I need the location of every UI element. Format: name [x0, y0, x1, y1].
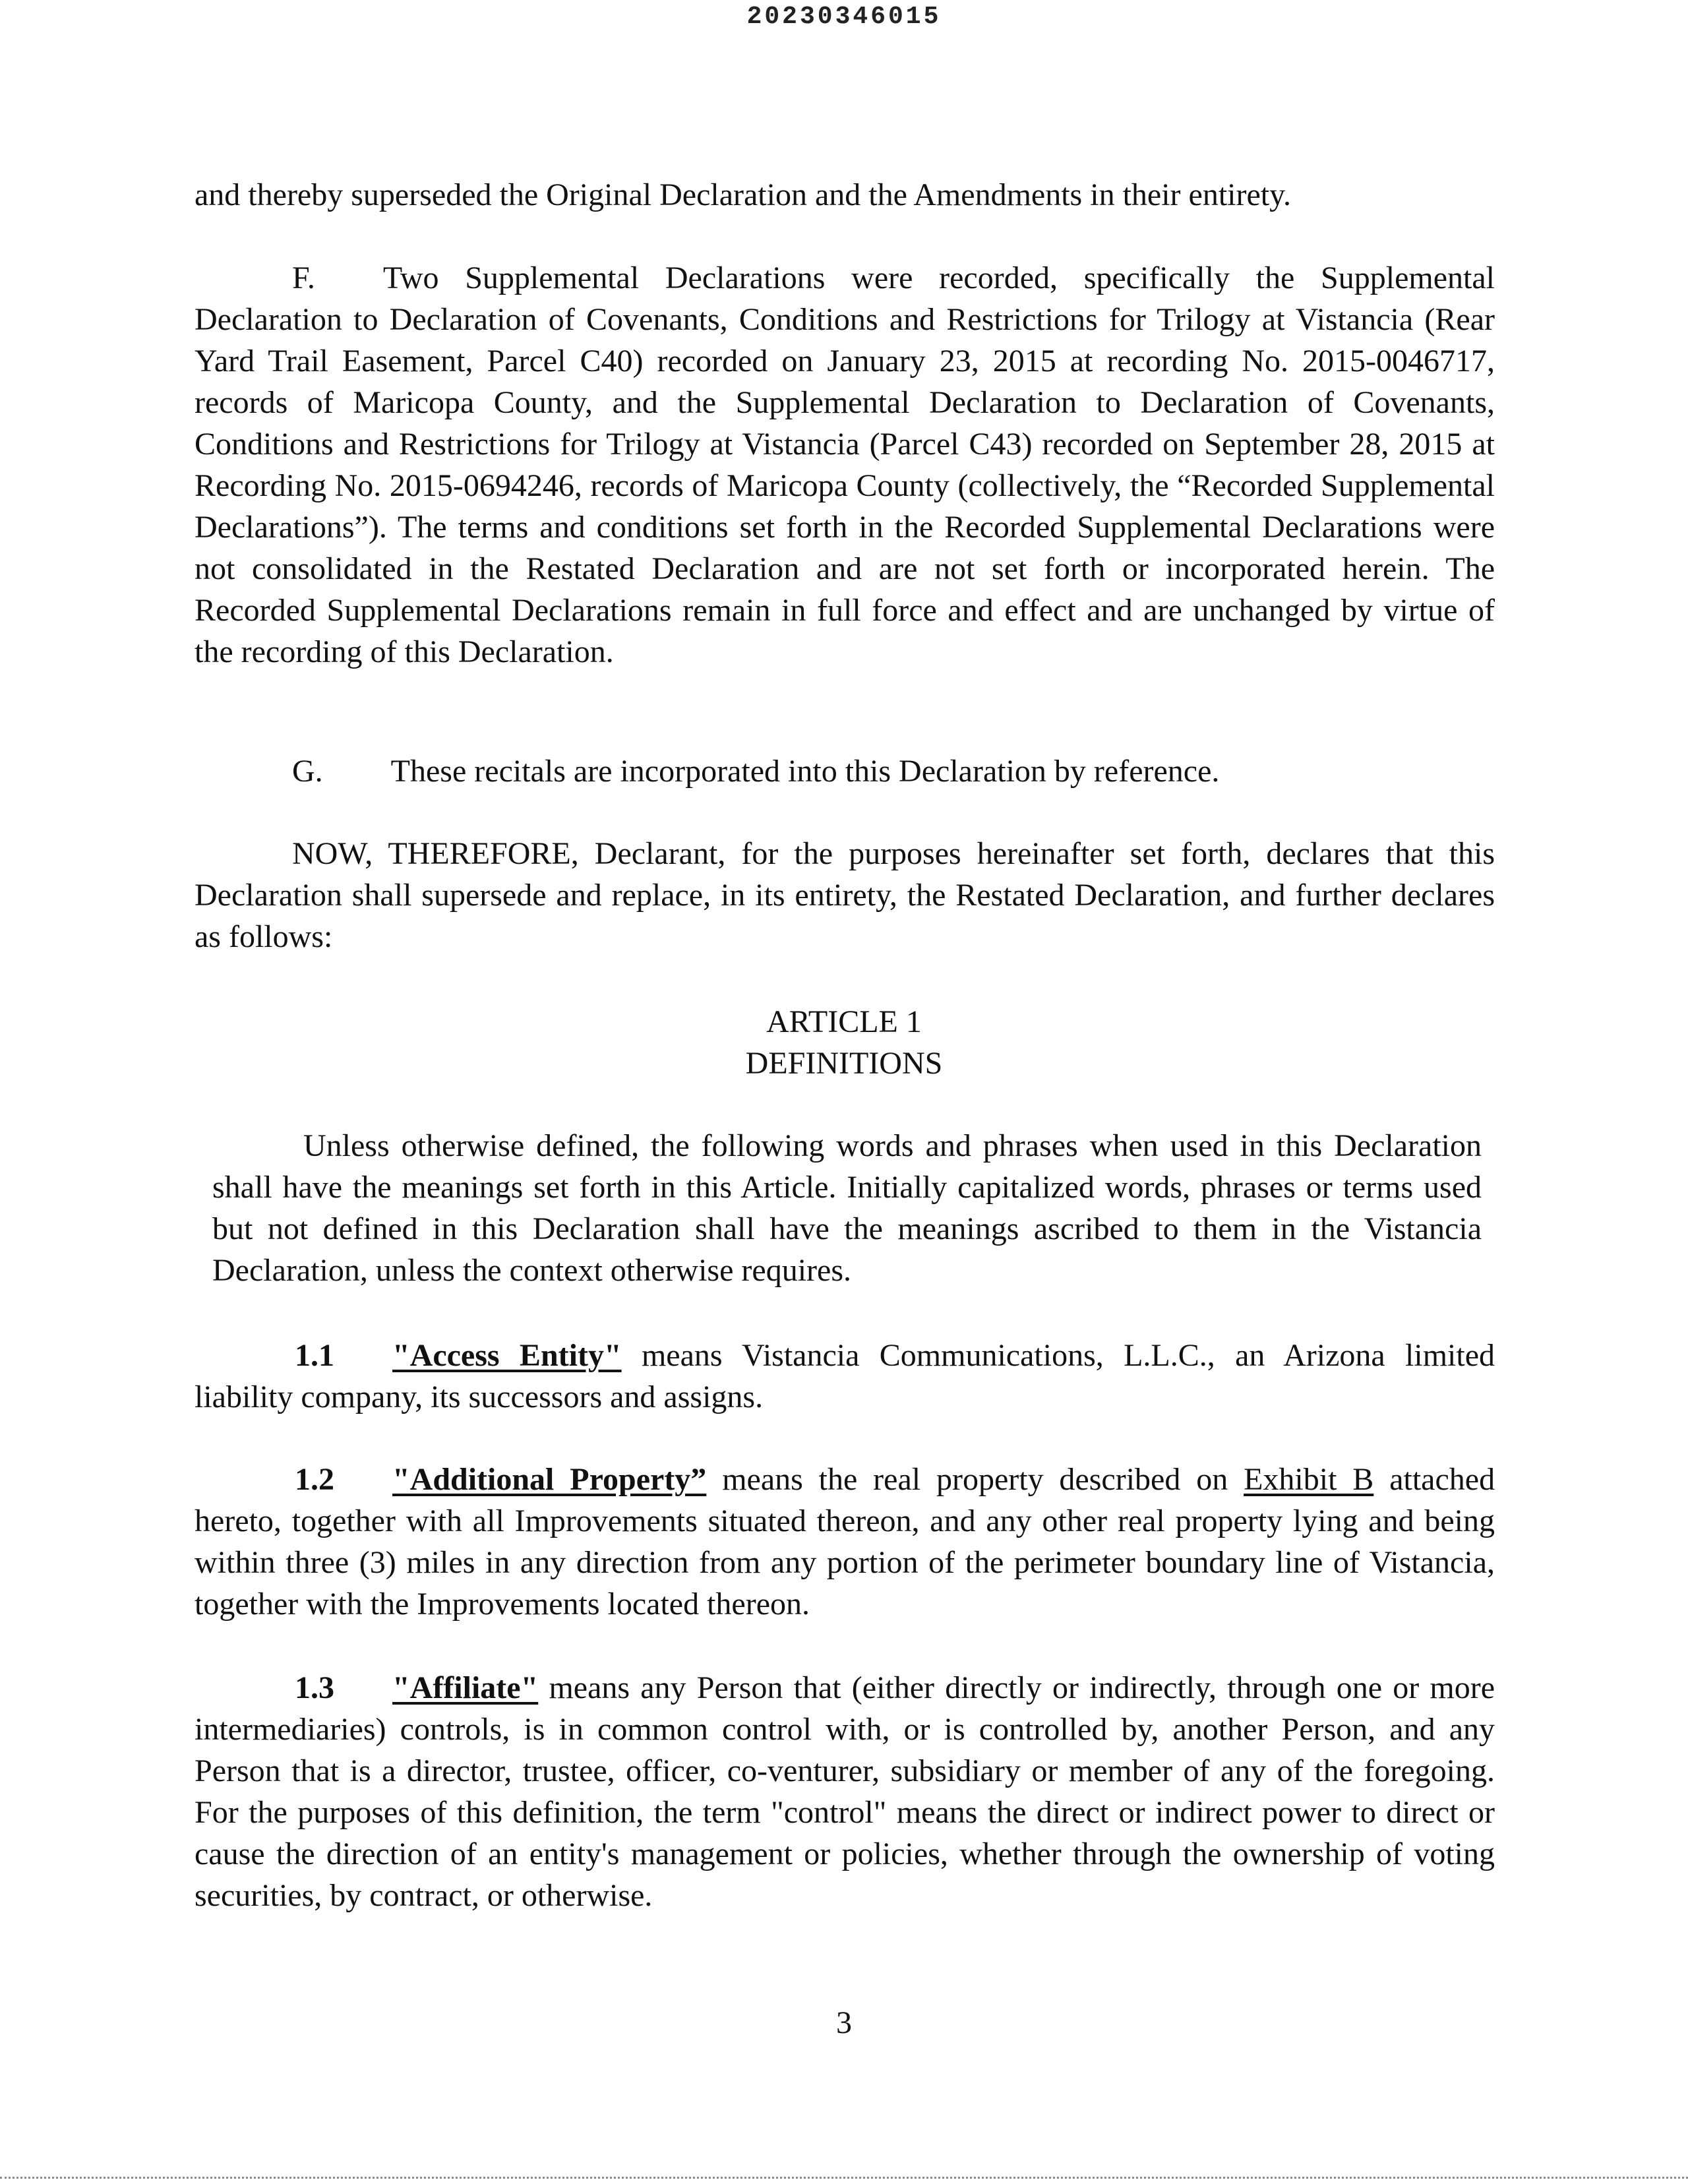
definition-text-before: means the real property described on [722, 1462, 1228, 1497]
defined-term: "Access Entity" [392, 1338, 622, 1373]
defined-term: "Affiliate" [392, 1670, 539, 1705]
recital-g-label: G. [292, 754, 323, 789]
section-number: 1.3 [295, 1670, 334, 1705]
definitions-intro-paragraph: Unless otherwise defined, the following words and phrases when used in this Declaration shall have the meanings set forth in this Article. Initially capitalized words, phrases or terms used but not defined in this Declaration shall have the meanings ascribed to them in the Vistancia Declaration, unless the context otherwise requires. [212, 1128, 1482, 1288]
scan-edge-line [0, 2177, 1688, 2179]
definition-access-entity [195, 1335, 1495, 1418]
definition-additional-property [195, 1459, 1495, 1625]
recital-g-paragraph [195, 750, 1495, 792]
recital-f-text: Two Supplemental Declarations were recorded, specifically the Supplemental Declaration to Declaration of Covenants, Conditions and Restrictions for Trilogy at Vistancia (Rear Yard Trail Easement, Parcel C40) recorded on January 23, 2015 at recording No. 2015-0046717, records of Maricopa County, and the Supplemental Declaration to Declaration of Covenants, Conditions and Restrictions for Trilogy at Vistancia (Parcel C43) recorded on September 28, 2015 at Recording No. 2015-0694246, records of Maricopa County (collectively, the “Recorded Supplemental Declarations”). The terms and conditions set forth in the Recorded Supplemental Declarations were not consolidated in the Restated Declaration and are not set forth or incorporated herein. The Recorded Supplemental Declarations remain in full force and effect and are unchanged by virtue of the recording of this Declaration. [195, 260, 1495, 669]
defined-term: "Additional Property” [392, 1462, 707, 1497]
article-title-heading: DEFINITIONS [745, 1046, 943, 1081]
section-number: 1.2 [295, 1462, 334, 1497]
exhibit-reference: Exhibit B [1244, 1462, 1374, 1497]
recital-f-paragraph [195, 257, 1495, 673]
definition-text-after: attached hereto, together with all Improvements situated thereon, and any other real property lying and being within three (3) miles in any direction from any portion of the perimeter boundary line of Vistancia, together with the Improvements located thereon. [195, 1462, 1495, 1622]
definition-affiliate [195, 1667, 1495, 1916]
section-number: 1.1 [295, 1338, 334, 1373]
now-therefore-paragraph: NOW, THEREFORE, Declarant, for the purposes hereinafter set forth, declares that this Declaration shall supersede and replace, in its entirety, the Restated Declaration, and further declares as follows: [195, 836, 1495, 954]
page-number: 3 [836, 2005, 852, 2040]
definition-text: means any Person that (either directly or indirectly, through one or more intermediaries) controls, is in common control with, or is controlled by, another Person, and any Person that is a director, trustee, officer, co-venturer, subsidiary or member of any of the foregoing. For the purposes of this definition, the term "control" means the direct or indirect power to direct or cause the direction of an entity's management or policies, whether through the ownership of voting securities, by contract, or otherwise. [195, 1670, 1495, 1913]
article-number-heading: ARTICLE 1 [766, 1004, 922, 1039]
continuation-paragraph: and thereby superseded the Original Declaration and the Amendments in their entirety. [195, 177, 1292, 212]
recording-number: 20230346015 [746, 3, 942, 31]
definition-text: means Vistancia Communications, L.L.C., an Arizona limited liability company, its successors and assigns. [195, 1338, 1495, 1414]
recital-f-label: F. [292, 260, 315, 295]
recital-g-text: These recitals are incorporated into this Declaration by reference. [390, 754, 1220, 789]
